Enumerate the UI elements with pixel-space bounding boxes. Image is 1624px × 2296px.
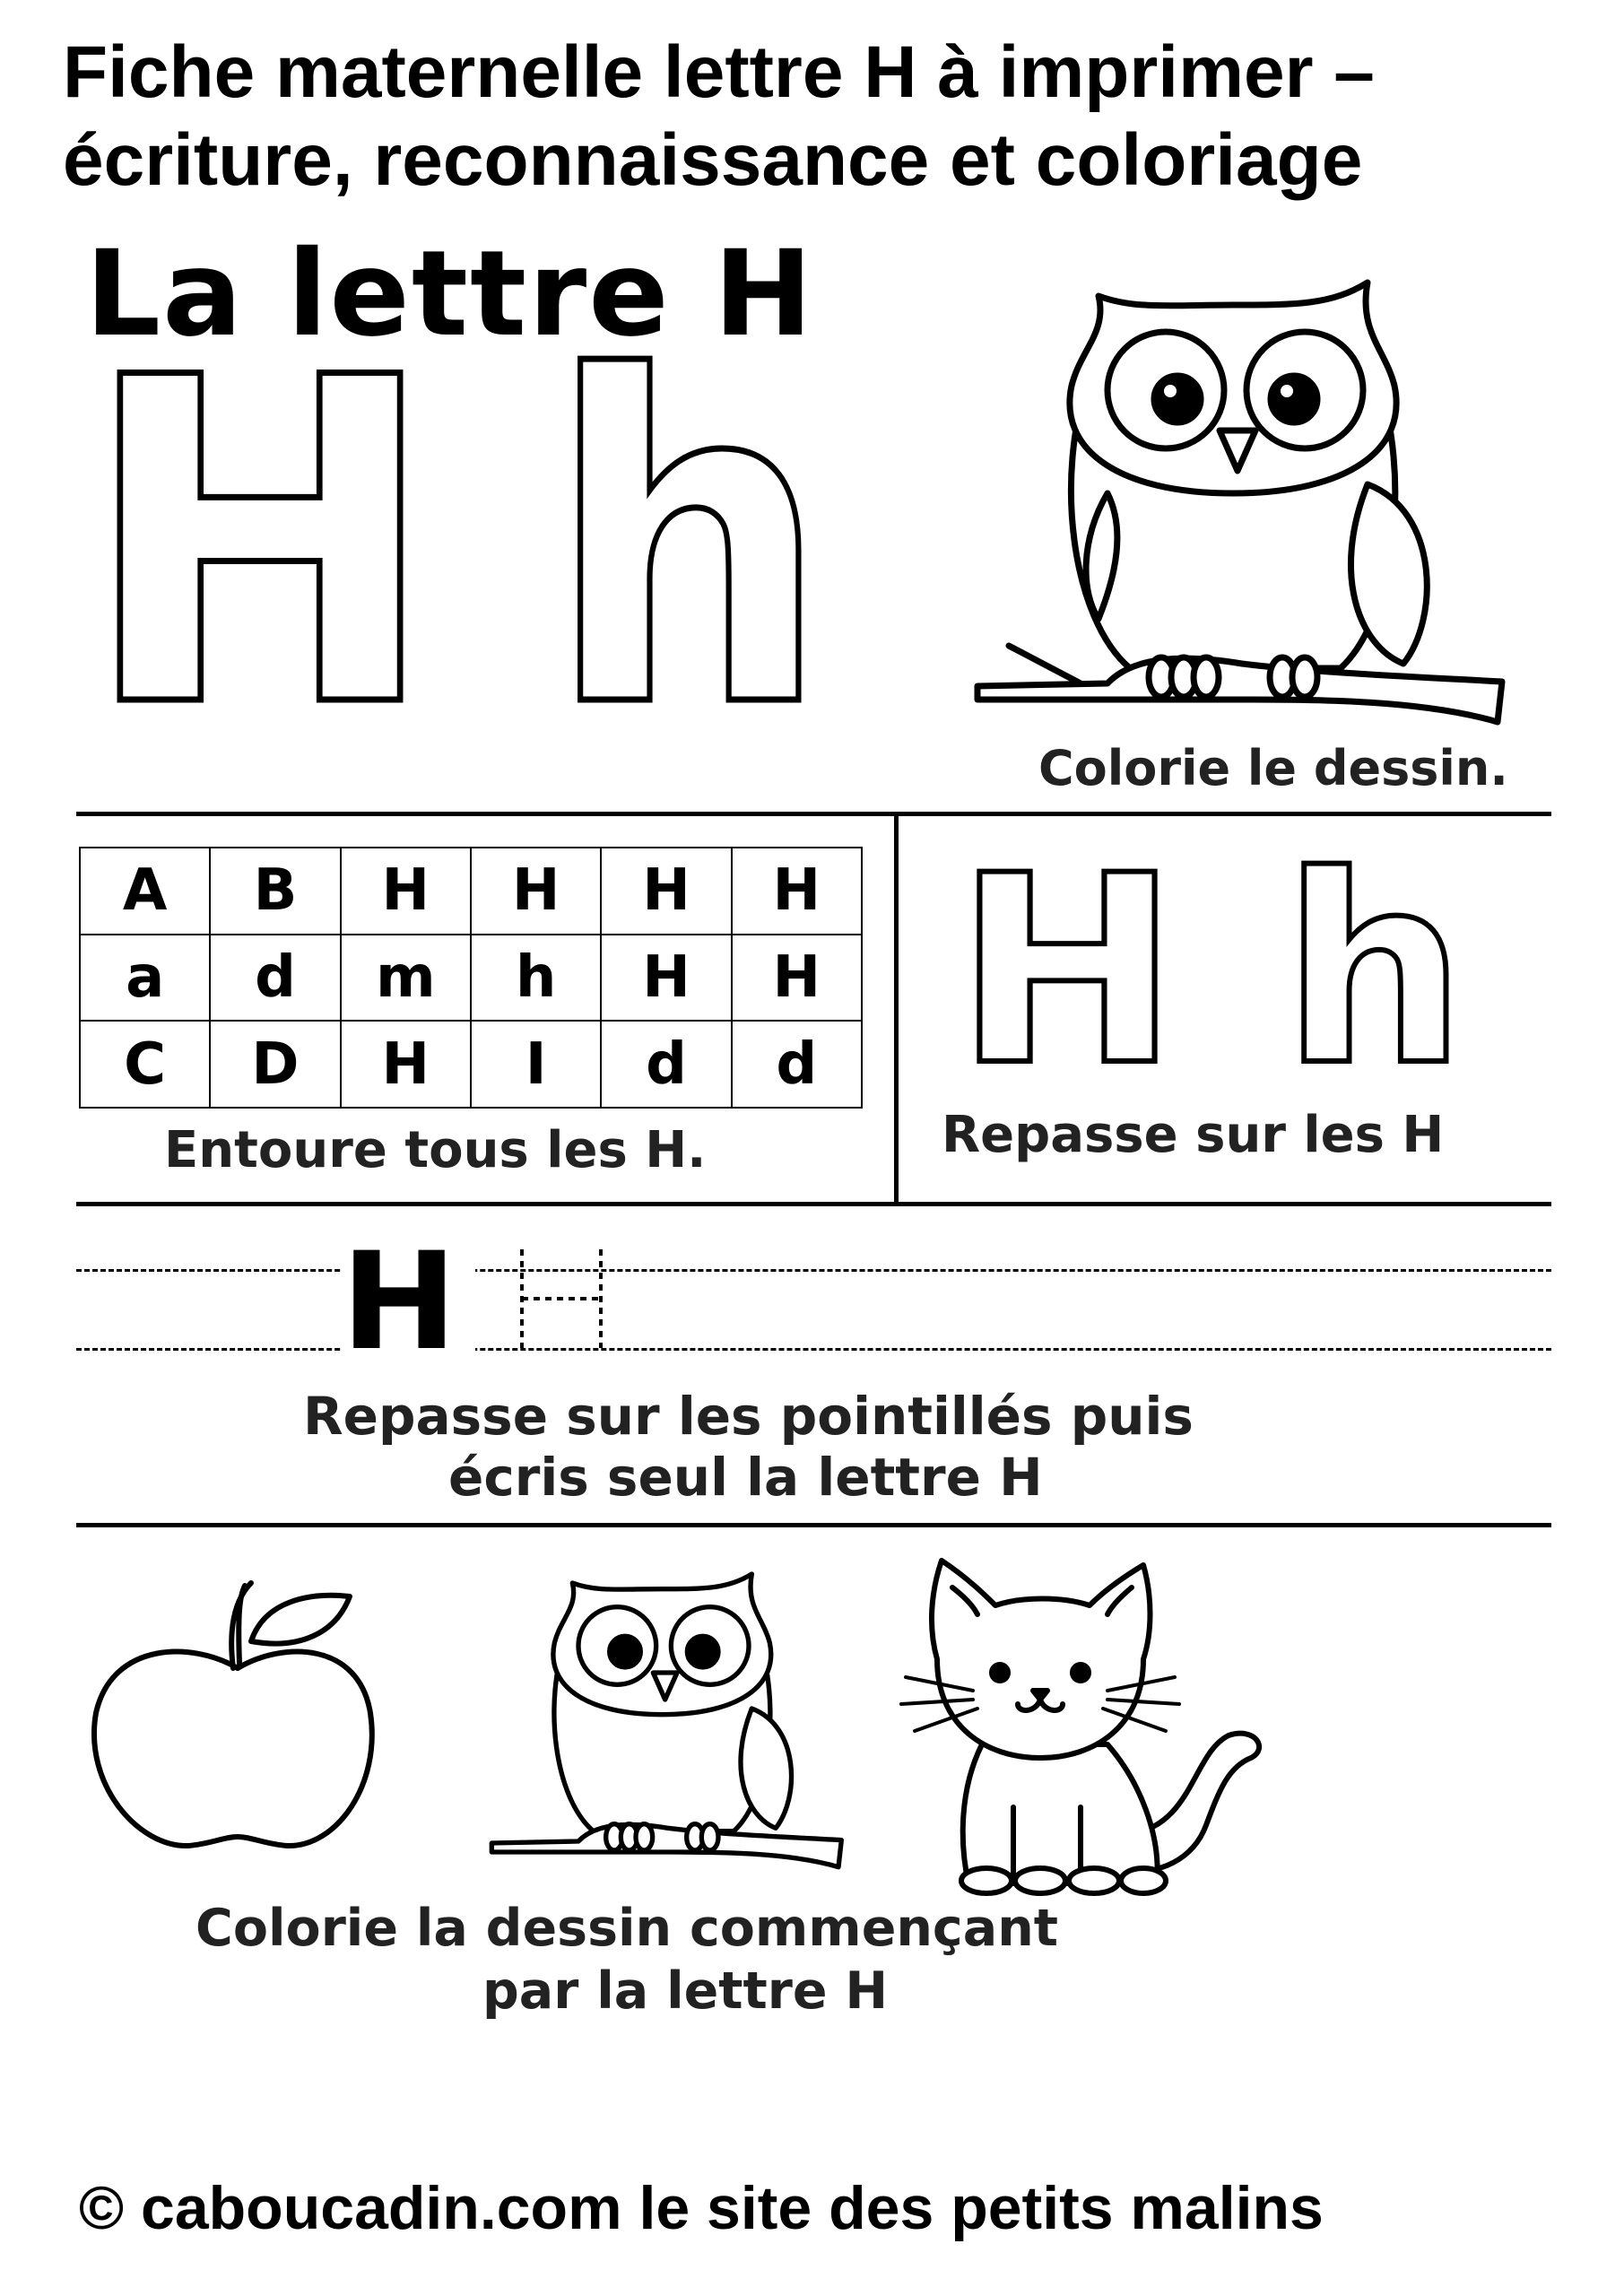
trace-caption: Repasse sur les H	[942, 1106, 1445, 1164]
trace-letter-lower[interactable]: h	[1282, 821, 1466, 1123]
writing-top-line	[76, 1269, 1551, 1272]
section-heading: La lettre H	[85, 225, 815, 363]
writing-caption-line-2: écris seul la lettre H	[448, 1447, 1043, 1508]
grid-cell[interactable]: C	[80, 1021, 210, 1108]
writing-model	[332, 1224, 619, 1380]
big-letter-lower: h	[547, 283, 829, 805]
grid-cell[interactable]: H	[341, 848, 471, 935]
grid-row	[80, 1021, 862, 1108]
dotted-letter[interactable]	[522, 1249, 601, 1348]
pictures-caption-line-1: Colorie la dessin commençant	[195, 1899, 1059, 1958]
grid-cell[interactable]: d	[732, 1021, 862, 1108]
owl-icon	[973, 269, 1511, 726]
page-title-line-2: écriture, reconnaissance et coloriage	[63, 119, 1363, 201]
grid-cell[interactable]: H	[732, 848, 862, 935]
grid-caption: Entoure tous les H.	[164, 1121, 707, 1179]
grid-cell[interactable]: A	[80, 848, 210, 935]
grid-cell[interactable]: H	[341, 1021, 471, 1108]
grid-row	[80, 935, 862, 1022]
grid-cell[interactable]: H	[601, 935, 731, 1022]
divider-vertical	[894, 812, 899, 1202]
grid-cell[interactable]: m	[341, 935, 471, 1022]
model-letter: H	[341, 1224, 457, 1380]
divider-3	[76, 1523, 1551, 1527]
trace-letter-upper[interactable]: H	[955, 821, 1179, 1123]
apple-icon	[85, 1578, 390, 1852]
trace-letters	[955, 821, 1493, 1123]
grid-cell[interactable]: d	[601, 1021, 731, 1108]
grid-cell[interactable]: H	[471, 848, 601, 935]
grid-cell[interactable]: D	[210, 1021, 340, 1108]
grid-cell[interactable]: I	[471, 1021, 601, 1108]
grid-cell[interactable]: h	[471, 935, 601, 1022]
footer-copyright: © caboucadin.com le site des petits malins	[79, 2174, 1324, 2242]
grid-cell[interactable]: H	[732, 935, 862, 1022]
pictures-caption-line-2: par la lettre H	[482, 1961, 889, 2021]
grid-cell[interactable]: a	[80, 935, 210, 1022]
divider-1	[76, 812, 1551, 816]
grid-cell[interactable]: d	[210, 935, 340, 1022]
grid-row	[80, 848, 862, 935]
writing-caption-line-1: Repasse sur les pointillés puis	[303, 1386, 1194, 1447]
writing-base-line	[76, 1348, 1551, 1351]
cat-icon	[897, 1556, 1273, 1901]
grid-cell[interactable]: H	[601, 848, 731, 935]
divider-2	[76, 1202, 1551, 1206]
owl-icon	[480, 1565, 856, 1870]
letter-grid	[79, 847, 863, 1109]
big-letter-upper: H	[81, 283, 439, 805]
owl-caption: Colorie le dessin.	[1038, 740, 1508, 796]
page-title-line-1: Fiche maternelle lettre H à imprimer –	[63, 31, 1375, 113]
grid-cell[interactable]: B	[210, 848, 340, 935]
